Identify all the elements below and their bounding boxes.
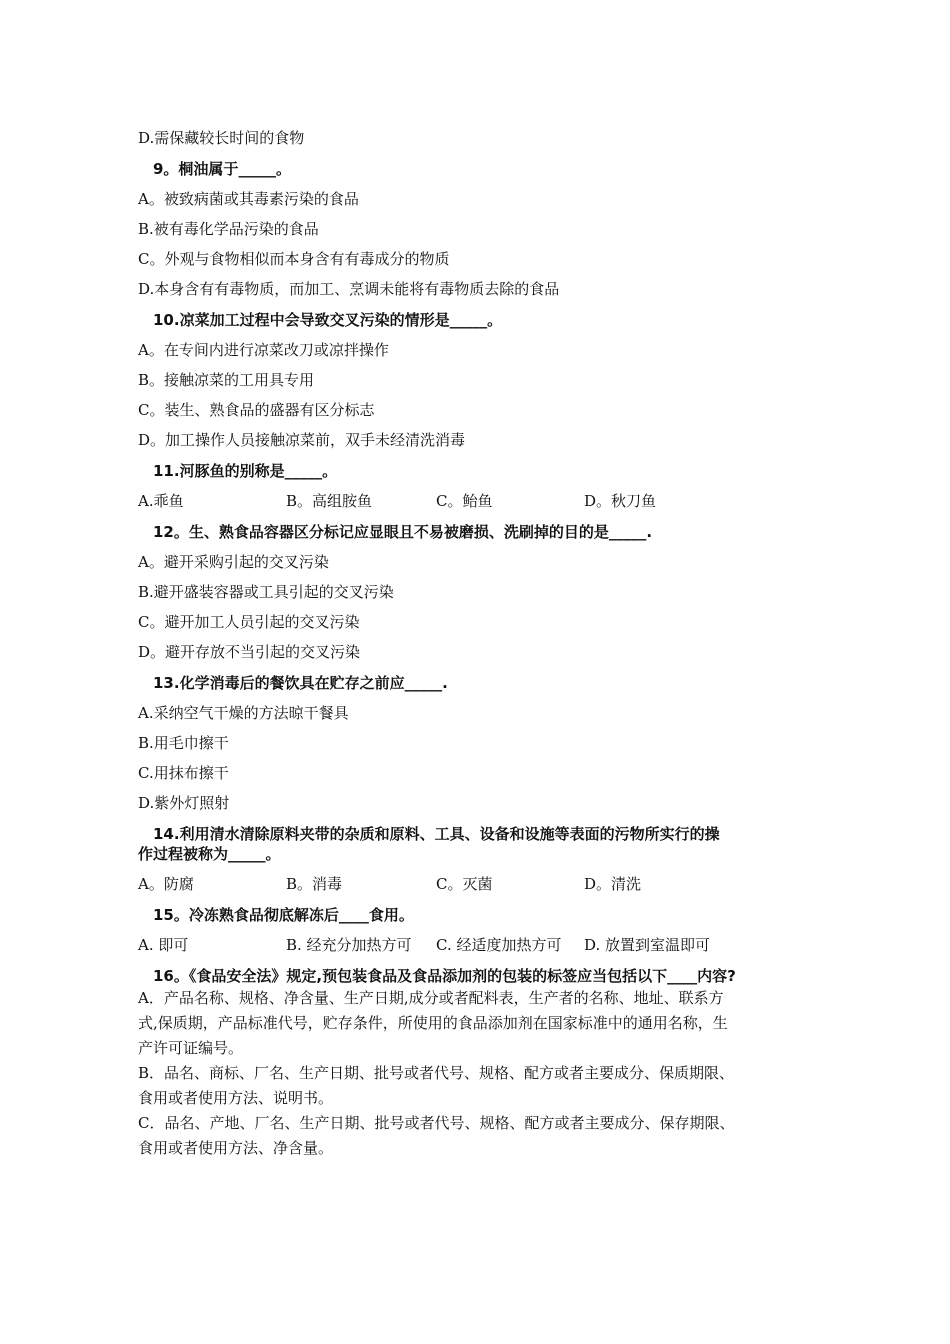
q9-option-a: A。被致病菌或其毒素污染的食品 bbox=[138, 190, 359, 208]
q13-option-b: B.用毛巾擦干 bbox=[138, 734, 229, 752]
q11-option-c: C。鲐鱼 bbox=[436, 492, 493, 510]
q9-option-b: B.被有毒化学品污染的食品 bbox=[138, 220, 319, 238]
q15-option-c: C. 经适度加热方可 bbox=[436, 936, 562, 954]
q13-option-c: C.用抹布擦干 bbox=[138, 764, 229, 782]
q10-option-b: B。接触凉菜的工用具专用 bbox=[138, 371, 315, 389]
q14-option-b: B。消毒 bbox=[286, 875, 343, 893]
q12-option-a: A。避开采购引起的交叉污染 bbox=[138, 553, 329, 571]
question-15: 15。冷冻熟食品彻底解冻后____食用。 bbox=[153, 906, 414, 924]
q9-option-d: D.本身含有有毒物质，而加工、烹调未能将有毒物质去除的食品 bbox=[138, 280, 560, 298]
q12-option-b: B.避开盛装容器或工具引起的交叉污染 bbox=[138, 583, 394, 601]
question-13: 13.化学消毒后的餐饮具在贮存之前应_____. bbox=[153, 674, 448, 692]
q11-options bbox=[138, 491, 778, 511]
q14-option-a: A。防腐 bbox=[138, 875, 194, 893]
q11-option-b: B。高组胺鱼 bbox=[286, 492, 373, 510]
question-9: 9。桐油属于_____。 bbox=[153, 160, 291, 178]
q15-options bbox=[138, 935, 778, 955]
q8-option-d: D.需保藏较长时间的食物 bbox=[138, 129, 305, 147]
question-11: 11.河豚鱼的别称是_____。 bbox=[153, 462, 338, 480]
q14-options bbox=[138, 874, 778, 894]
document-page bbox=[138, 128, 778, 1161]
q15-option-a: A. 即可 bbox=[138, 936, 189, 954]
q16-option-c: C．品名、产地、厂名、生产日期、批号或者代号、规格、配方或者主要成分、保存期限、食用或者使用方法、净含量。 bbox=[138, 1114, 735, 1157]
q10-option-d: D。加工操作人员接触凉菜前，双手未经清洗消毒 bbox=[138, 431, 466, 449]
question-14: 14.利用清水清除原料夹带的杂质和原料、工具、设备和设施等表面的污物所实行的操作过程被称为_____。 bbox=[138, 825, 720, 863]
question-12: 12。生、熟食品容器区分标记应显眼且不易被磨损、洗刷掉的目的是_____. bbox=[153, 523, 653, 541]
q10-option-c: C。装生、熟食品的盛器有区分标志 bbox=[138, 401, 375, 419]
q16-option-b: B．品名、商标、厂名、生产日期、批号或者代号、规格、配方或者主要成分、保质期限、食用或者使用方法、说明书。 bbox=[138, 1064, 735, 1107]
q10-option-a: A。在专间内进行凉菜改刀或凉拌操作 bbox=[138, 341, 389, 359]
q13-option-a: A.采纳空气干燥的方法晾干餐具 bbox=[138, 704, 349, 722]
question-16: 16。《食品安全法》规定,预包装食品及食品添加剂的包装的标签应当包括以下____内容? bbox=[153, 967, 736, 985]
q9-option-c: C。外观与食物相似而本身含有有毒成分的物质 bbox=[138, 250, 450, 268]
q12-option-c: C。避开加工人员引起的交叉污染 bbox=[138, 613, 360, 631]
q15-option-d: D. 放置到室温即可 bbox=[584, 936, 711, 954]
q11-option-a: A.乖鱼 bbox=[138, 492, 184, 510]
q16-option-a: A．产品名称、规格、净含量、生产日期,成分或者配料表，生产者的名称、地址、联系方式,保质期，产品标准代号，贮存条件，所使用的食品添加剂在国家标准中的通用名称，生产许可证编号。 bbox=[138, 989, 728, 1057]
q14-option-c: C。灭菌 bbox=[436, 875, 493, 893]
q13-option-d: D.紫外灯照射 bbox=[138, 794, 230, 812]
question-10: 10.凉菜加工过程中会导致交叉污染的情形是_____。 bbox=[153, 311, 503, 329]
q12-option-d: D。避开存放不当引起的交叉污染 bbox=[138, 643, 361, 661]
q11-option-d: D。秋刀鱼 bbox=[584, 492, 657, 510]
q15-option-b: B. 经充分加热方可 bbox=[286, 936, 412, 954]
q14-option-d: D。清洗 bbox=[584, 875, 642, 893]
